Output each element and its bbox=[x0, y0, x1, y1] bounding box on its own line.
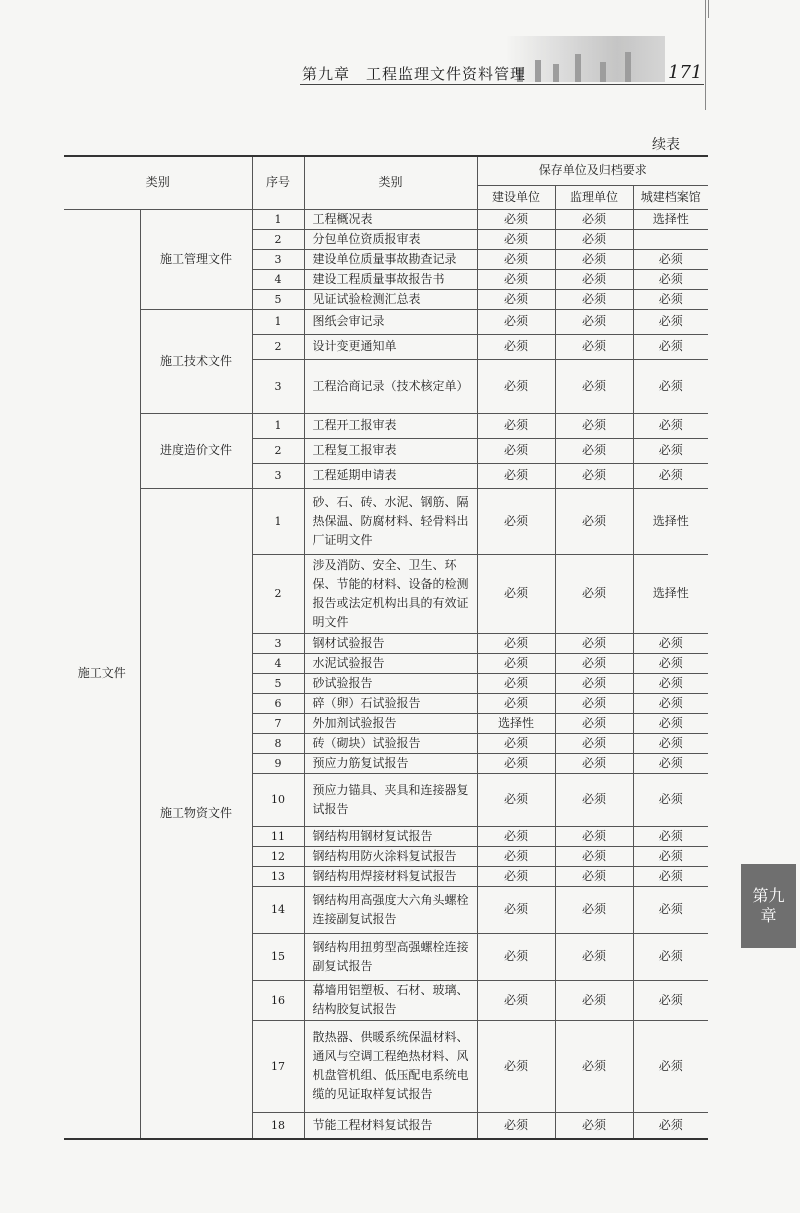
row-number-cell: 3 bbox=[252, 249, 304, 269]
construction-unit-cell: 必须 bbox=[477, 933, 555, 980]
page-number: 171 bbox=[668, 62, 703, 83]
item-name-cell: 钢材试验报告 bbox=[304, 633, 477, 653]
urban-archive-cell: 必须 bbox=[633, 269, 708, 289]
item-name-cell: 设计变更通知单 bbox=[304, 334, 477, 359]
supervision-unit-cell: 必须 bbox=[555, 633, 633, 653]
supervision-unit-cell: 必须 bbox=[555, 488, 633, 554]
urban-archive-cell: 必须 bbox=[633, 933, 708, 980]
row-number-cell: 5 bbox=[252, 673, 304, 693]
urban-archive-cell: 必须 bbox=[633, 673, 708, 693]
urban-archive-cell: 必须 bbox=[633, 309, 708, 334]
construction-unit-cell: 必须 bbox=[477, 693, 555, 713]
header-supervision-unit: 监理单位 bbox=[555, 185, 633, 209]
item-name-cell: 碎（卵）石试验报告 bbox=[304, 693, 477, 713]
urban-archive-cell: 必须 bbox=[633, 359, 708, 413]
construction-unit-cell: 必须 bbox=[477, 463, 555, 488]
row-number-cell: 12 bbox=[252, 846, 304, 866]
urban-archive-cell: 必须 bbox=[633, 249, 708, 269]
supervision-unit-cell: 必须 bbox=[555, 554, 633, 633]
row-number-cell: 5 bbox=[252, 289, 304, 309]
margin-line bbox=[708, 0, 709, 18]
supervision-unit-cell: 必须 bbox=[555, 653, 633, 673]
supervision-unit-cell: 必须 bbox=[555, 1112, 633, 1139]
header-category: 类别 bbox=[64, 156, 252, 209]
supervision-unit-cell: 必须 bbox=[555, 289, 633, 309]
construction-unit-cell: 必须 bbox=[477, 289, 555, 309]
row-number-cell: 2 bbox=[252, 554, 304, 633]
urban-archive-cell: 选择性 bbox=[633, 488, 708, 554]
construction-unit-cell: 必须 bbox=[477, 846, 555, 866]
construction-unit-cell: 必须 bbox=[477, 1020, 555, 1112]
row-number-cell: 2 bbox=[252, 229, 304, 249]
header-urban-archive: 城建档案馆 bbox=[633, 185, 708, 209]
supervision-unit-cell: 必须 bbox=[555, 713, 633, 733]
supervision-unit-cell: 必须 bbox=[555, 1020, 633, 1112]
item-name-cell: 钢结构用焊接材料复试报告 bbox=[304, 866, 477, 886]
supervision-unit-cell: 必须 bbox=[555, 463, 633, 488]
row-number-cell: 1 bbox=[252, 488, 304, 554]
main-category-cell: 施工文件 bbox=[64, 209, 140, 1139]
supervision-unit-cell: 必须 bbox=[555, 980, 633, 1020]
header-decoration bbox=[505, 36, 665, 82]
urban-archive-cell: 必须 bbox=[633, 693, 708, 713]
row-number-cell: 3 bbox=[252, 633, 304, 653]
item-name-cell: 砖（砌块）试验报告 bbox=[304, 733, 477, 753]
continued-label: 续表 bbox=[652, 137, 680, 153]
construction-unit-cell: 必须 bbox=[477, 249, 555, 269]
supervision-unit-cell: 必须 bbox=[555, 309, 633, 334]
construction-unit-cell: 必须 bbox=[477, 438, 555, 463]
construction-unit-cell: 必须 bbox=[477, 826, 555, 846]
table-row bbox=[64, 209, 708, 229]
supervision-unit-cell: 必须 bbox=[555, 753, 633, 773]
item-name-cell: 建设单位质量事故勘查记录 bbox=[304, 249, 477, 269]
header-storage-group: 保存单位及归档要求 bbox=[477, 156, 708, 185]
supervision-unit-cell: 必须 bbox=[555, 269, 633, 289]
item-name-cell: 砂、石、砖、水泥、钢筋、隔热保温、防腐材料、轻骨料出厂证明文件 bbox=[304, 488, 477, 554]
supervision-unit-cell: 必须 bbox=[555, 866, 633, 886]
construction-unit-cell: 必须 bbox=[477, 753, 555, 773]
supervision-unit-cell: 必须 bbox=[555, 673, 633, 693]
item-name-cell: 见证试验检测汇总表 bbox=[304, 289, 477, 309]
urban-archive-cell: 必须 bbox=[633, 980, 708, 1020]
row-number-cell: 16 bbox=[252, 980, 304, 1020]
item-name-cell: 钢结构用扭剪型高强螺栓连接副复试报告 bbox=[304, 933, 477, 980]
construction-unit-cell: 必须 bbox=[477, 673, 555, 693]
supervision-unit-cell: 必须 bbox=[555, 413, 633, 438]
urban-archive-cell: 必须 bbox=[633, 753, 708, 773]
urban-archive-cell: 必须 bbox=[633, 733, 708, 753]
table-row bbox=[64, 488, 708, 554]
construction-unit-cell: 必须 bbox=[477, 633, 555, 653]
item-name-cell: 工程概况表 bbox=[304, 209, 477, 229]
urban-archive-cell: 必须 bbox=[633, 413, 708, 438]
row-number-cell: 17 bbox=[252, 1020, 304, 1112]
construction-unit-cell: 必须 bbox=[477, 866, 555, 886]
item-name-cell: 砂试验报告 bbox=[304, 673, 477, 693]
urban-archive-cell: 必须 bbox=[633, 289, 708, 309]
table-row bbox=[64, 309, 708, 334]
header-item: 类别 bbox=[304, 156, 477, 209]
urban-archive-cell: 必须 bbox=[633, 773, 708, 826]
supervision-unit-cell: 必须 bbox=[555, 249, 633, 269]
row-number-cell: 10 bbox=[252, 773, 304, 826]
row-number-cell: 1 bbox=[252, 413, 304, 438]
supervision-unit-cell: 必须 bbox=[555, 933, 633, 980]
subcategory-cell: 施工技术文件 bbox=[140, 309, 252, 413]
construction-unit-cell: 必须 bbox=[477, 269, 555, 289]
row-number-cell: 2 bbox=[252, 334, 304, 359]
construction-unit-cell: 必须 bbox=[477, 554, 555, 633]
item-name-cell: 预应力锚具、夹具和连接器复试报告 bbox=[304, 773, 477, 826]
item-name-cell: 涉及消防、安全、卫生、环保、节能的材料、设备的检测报告或法定机构出具的有效证明文件 bbox=[304, 554, 477, 633]
item-name-cell: 图纸会审记录 bbox=[304, 309, 477, 334]
row-number-cell: 1 bbox=[252, 309, 304, 334]
construction-unit-cell: 必须 bbox=[477, 653, 555, 673]
item-name-cell: 水泥试验报告 bbox=[304, 653, 477, 673]
supervision-unit-cell: 必须 bbox=[555, 229, 633, 249]
urban-archive-cell: 必须 bbox=[633, 846, 708, 866]
supervision-unit-cell: 必须 bbox=[555, 733, 633, 753]
subcategory-cell: 进度造价文件 bbox=[140, 413, 252, 488]
row-number-cell: 1 bbox=[252, 209, 304, 229]
item-name-cell: 工程开工报审表 bbox=[304, 413, 477, 438]
urban-archive-cell: 必须 bbox=[633, 1112, 708, 1139]
row-number-cell: 15 bbox=[252, 933, 304, 980]
row-number-cell: 8 bbox=[252, 733, 304, 753]
urban-archive-cell: 必须 bbox=[633, 653, 708, 673]
urban-archive-cell: 必须 bbox=[633, 826, 708, 846]
construction-unit-cell: 必须 bbox=[477, 773, 555, 826]
supervision-unit-cell: 必须 bbox=[555, 438, 633, 463]
header-no: 序号 bbox=[252, 156, 304, 209]
item-name-cell: 外加剂试验报告 bbox=[304, 713, 477, 733]
header-construction-unit: 建设单位 bbox=[477, 185, 555, 209]
item-name-cell: 工程洽商记录（技术核定单） bbox=[304, 359, 477, 413]
table-row bbox=[64, 413, 708, 438]
urban-archive-cell: 必须 bbox=[633, 1020, 708, 1112]
margin-line bbox=[705, 0, 706, 110]
construction-unit-cell: 必须 bbox=[477, 309, 555, 334]
row-number-cell: 6 bbox=[252, 693, 304, 713]
row-number-cell: 11 bbox=[252, 826, 304, 846]
construction-unit-cell: 必须 bbox=[477, 886, 555, 933]
supervision-unit-cell: 必须 bbox=[555, 826, 633, 846]
row-number-cell: 3 bbox=[252, 463, 304, 488]
urban-archive-cell: 选择性 bbox=[633, 209, 708, 229]
row-number-cell: 9 bbox=[252, 753, 304, 773]
construction-unit-cell: 必须 bbox=[477, 980, 555, 1020]
urban-archive-cell: 必须 bbox=[633, 713, 708, 733]
item-name-cell: 建设工程质量事故报告书 bbox=[304, 269, 477, 289]
archive-requirements-table bbox=[64, 155, 708, 1140]
urban-archive-cell: 必须 bbox=[633, 334, 708, 359]
supervision-unit-cell: 必须 bbox=[555, 693, 633, 713]
construction-unit-cell: 必须 bbox=[477, 359, 555, 413]
row-number-cell: 3 bbox=[252, 359, 304, 413]
construction-unit-cell: 必须 bbox=[477, 733, 555, 753]
subcategory-cell: 施工物资文件 bbox=[140, 488, 252, 1139]
item-name-cell: 钢结构用钢材复试报告 bbox=[304, 826, 477, 846]
urban-archive-cell: 选择性 bbox=[633, 554, 708, 633]
subcategory-cell: 施工管理文件 bbox=[140, 209, 252, 309]
construction-unit-cell: 选择性 bbox=[477, 713, 555, 733]
construction-unit-cell: 必须 bbox=[477, 413, 555, 438]
item-name-cell: 工程延期申请表 bbox=[304, 463, 477, 488]
item-name-cell: 幕墙用铝塑板、石材、玻璃、结构胶复试报告 bbox=[304, 980, 477, 1020]
supervision-unit-cell: 必须 bbox=[555, 359, 633, 413]
row-number-cell: 4 bbox=[252, 653, 304, 673]
item-name-cell: 工程复工报审表 bbox=[304, 438, 477, 463]
urban-archive-cell: 必须 bbox=[633, 438, 708, 463]
construction-unit-cell: 必须 bbox=[477, 1112, 555, 1139]
row-number-cell: 14 bbox=[252, 886, 304, 933]
item-name-cell: 分包单位资质报审表 bbox=[304, 229, 477, 249]
chapter-tab: 第九章 bbox=[741, 864, 796, 948]
row-number-cell: 2 bbox=[252, 438, 304, 463]
row-number-cell: 4 bbox=[252, 269, 304, 289]
item-name-cell: 预应力筋复试报告 bbox=[304, 753, 477, 773]
urban-archive-cell: 必须 bbox=[633, 633, 708, 653]
supervision-unit-cell: 必须 bbox=[555, 209, 633, 229]
row-number-cell: 7 bbox=[252, 713, 304, 733]
supervision-unit-cell: 必须 bbox=[555, 773, 633, 826]
urban-archive-cell: 必须 bbox=[633, 886, 708, 933]
item-name-cell: 钢结构用高强度大六角头螺栓连接副复试报告 bbox=[304, 886, 477, 933]
urban-archive-cell: 必须 bbox=[633, 866, 708, 886]
row-number-cell: 18 bbox=[252, 1112, 304, 1139]
chapter-title: 第九章 工程监理文件资料管理 bbox=[302, 65, 527, 83]
row-number-cell: 13 bbox=[252, 866, 304, 886]
urban-archive-cell: 必须 bbox=[633, 463, 708, 488]
item-name-cell: 节能工程材料复试报告 bbox=[304, 1112, 477, 1139]
header-rule bbox=[300, 84, 704, 85]
item-name-cell: 钢结构用防火涂料复试报告 bbox=[304, 846, 477, 866]
construction-unit-cell: 必须 bbox=[477, 229, 555, 249]
construction-unit-cell: 必须 bbox=[477, 209, 555, 229]
supervision-unit-cell: 必须 bbox=[555, 846, 633, 866]
supervision-unit-cell: 必须 bbox=[555, 886, 633, 933]
item-name-cell: 散热器、供暖系统保温材料、通风与空调工程绝热材料、风机盘管机组、低压配电系统电缆的见证取样复试报告 bbox=[304, 1020, 477, 1112]
construction-unit-cell: 必须 bbox=[477, 488, 555, 554]
urban-archive-cell bbox=[633, 229, 708, 249]
construction-unit-cell: 必须 bbox=[477, 334, 555, 359]
supervision-unit-cell: 必须 bbox=[555, 334, 633, 359]
